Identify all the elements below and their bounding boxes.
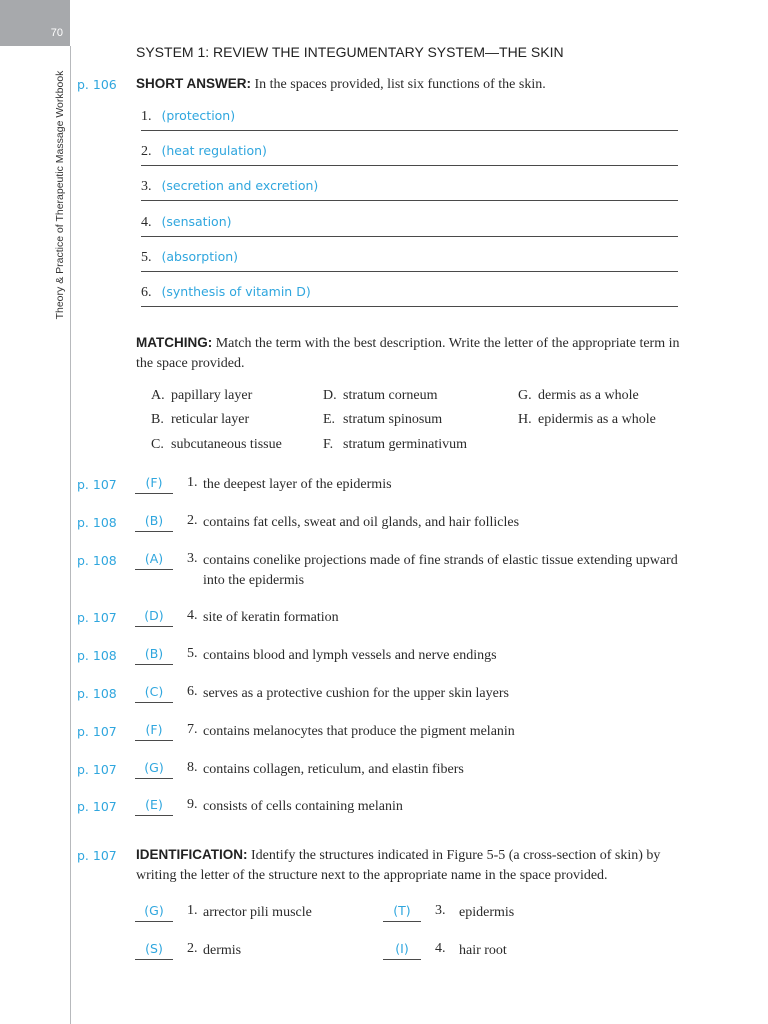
item-description: serves as a protective cushion for the upper skin layers	[203, 686, 509, 701]
answer-blank[interactable]: (I)	[383, 941, 421, 960]
matching-option	[151, 437, 282, 453]
page-reference: p. 108	[77, 553, 117, 568]
item-number: 6.	[187, 684, 198, 699]
item-number: 5.	[187, 646, 198, 661]
item-number: 2.	[187, 513, 198, 528]
identification-heading: IDENTIFICATION:	[136, 847, 248, 862]
item-number: 1.	[141, 109, 152, 124]
answer-blank[interactable]: (T)	[383, 903, 421, 922]
item-number: 9.	[187, 797, 198, 812]
item-number: 5.	[141, 250, 152, 265]
structure-name: dermis	[203, 943, 242, 958]
matching-heading: MATCHING:	[136, 335, 213, 350]
page-reference: p. 107	[77, 724, 117, 739]
item-number: 2.	[141, 144, 152, 159]
identification-instruction: Identify the structures indicated in Figure 5-5 (a cross-section of skin) by writing the letter of the structure next to the appropriate name in the space provided.	[136, 848, 661, 883]
option-letter: F.	[323, 437, 334, 452]
answer-text: (heat regulation)	[161, 143, 267, 158]
item-number: 3.	[187, 551, 198, 566]
answer-blank[interactable]: (F)	[135, 722, 173, 741]
answer-text: (synthesis of vitamin D)	[161, 284, 311, 299]
option-letter: B.	[151, 412, 164, 427]
option-term: subcutaneous tissue	[171, 437, 282, 452]
option-term: stratum germinativum	[343, 437, 468, 452]
answer-line[interactable]	[141, 214, 678, 237]
page-reference: p. 107	[77, 762, 117, 777]
option-term: epidermis as a whole	[538, 412, 656, 427]
item-description: contains collagen, reticulum, and elastin fibers	[203, 762, 464, 777]
answer-blank[interactable]: (S)	[135, 941, 173, 960]
answer-text: (absorption)	[161, 249, 239, 264]
page-reference: p. 108	[77, 686, 117, 701]
matching-option	[518, 388, 639, 404]
matching-instructions	[136, 333, 681, 374]
answer-blank[interactable]: (C)	[135, 684, 173, 703]
answer-blank[interactable]: (A)	[135, 551, 173, 570]
item-description: contains conelike projections made of fine strands of elastic tissue extending upward into the epidermis	[203, 553, 678, 588]
option-letter: D.	[323, 388, 337, 403]
answer-blank[interactable]: (G)	[135, 760, 173, 779]
matching-option	[151, 388, 252, 404]
page-number: 70	[50, 27, 63, 39]
short-answer-heading: SHORT ANSWER:	[136, 76, 251, 91]
answer-text: (secretion and excretion)	[161, 178, 319, 193]
option-letter: G.	[518, 388, 532, 403]
page-reference: p. 107	[77, 477, 117, 492]
item-description: the deepest layer of the epidermis	[203, 477, 392, 492]
option-term: papillary layer	[171, 388, 253, 403]
page-reference: p. 107	[77, 848, 117, 863]
item-description: site of keratin formation	[203, 610, 339, 625]
item-number: 3.	[435, 903, 446, 918]
matching-option	[323, 437, 467, 453]
option-term: reticular layer	[171, 412, 250, 427]
matching-option	[323, 388, 437, 404]
item-number: 3.	[141, 179, 152, 194]
answer-line[interactable]	[141, 143, 678, 166]
option-letter: E.	[323, 412, 336, 427]
option-letter: C.	[151, 437, 164, 452]
section-title: SYSTEM 1: REVIEW THE INTEGUMENTARY SYSTEM—THE SKIN	[136, 44, 564, 60]
answer-text: (sensation)	[161, 214, 232, 229]
item-number: 4.	[141, 215, 152, 230]
page-reference: p. 107	[77, 799, 117, 814]
item-number: 1.	[187, 903, 198, 918]
item-description: contains fat cells, sweat and oil glands, and hair follicles	[203, 515, 520, 530]
option-term: stratum corneum	[343, 388, 438, 403]
matching-option	[151, 412, 249, 428]
answer-blank[interactable]: (G)	[135, 903, 173, 922]
short-answer-instruction: In the spaces provided, list six functions of the skin.	[254, 77, 546, 92]
answer-line[interactable]	[141, 108, 678, 131]
structure-name: hair root	[459, 943, 507, 958]
item-description: consists of cells containing melanin	[203, 799, 403, 814]
structure-name: epidermis	[459, 905, 515, 920]
answer-line[interactable]	[141, 178, 678, 201]
matching-option	[518, 412, 656, 428]
item-description: contains melanocytes that produce the pigment melanin	[203, 724, 515, 739]
short-answer-instructions	[136, 74, 681, 95]
matching-option	[323, 412, 442, 428]
option-term: dermis as a whole	[538, 388, 639, 403]
option-letter: A.	[151, 388, 165, 403]
page-number-tab	[0, 0, 70, 46]
option-letter: H.	[518, 412, 532, 427]
identification-instructions	[136, 845, 681, 886]
answer-blank[interactable]: (B)	[135, 646, 173, 665]
answer-line[interactable]	[141, 284, 678, 307]
matching-instruction: Match the term with the best description. Write the letter of the appropriate term in the space provided.	[136, 336, 680, 371]
page-reference: p. 107	[77, 610, 117, 625]
option-term: stratum spinosum	[343, 412, 443, 427]
item-number: 4.	[187, 608, 198, 623]
item-number: 4.	[435, 941, 446, 956]
item-number: 7.	[187, 722, 198, 737]
running-title: Theory & Practice of Therapeutic Massage Workbook	[54, 70, 66, 320]
page-reference: p. 108	[77, 515, 117, 530]
item-number: 8.	[187, 760, 198, 775]
structure-name: arrector pili muscle	[203, 905, 312, 920]
answer-blank[interactable]: (F)	[135, 475, 173, 494]
page-reference: p. 106	[77, 77, 117, 92]
item-number: 6.	[141, 285, 152, 300]
answer-blank[interactable]: (B)	[135, 513, 173, 532]
item-number: 2.	[187, 941, 198, 956]
item-number: 1.	[187, 475, 198, 490]
answer-blank[interactable]: (E)	[135, 797, 173, 816]
item-description: contains blood and lymph vessels and nerve endings	[203, 648, 497, 663]
answer-text: (protection)	[161, 108, 236, 123]
page-reference: p. 108	[77, 648, 117, 663]
answer-blank[interactable]: (D)	[135, 608, 173, 627]
answer-line[interactable]	[141, 249, 678, 272]
margin-rule	[70, 46, 71, 1024]
